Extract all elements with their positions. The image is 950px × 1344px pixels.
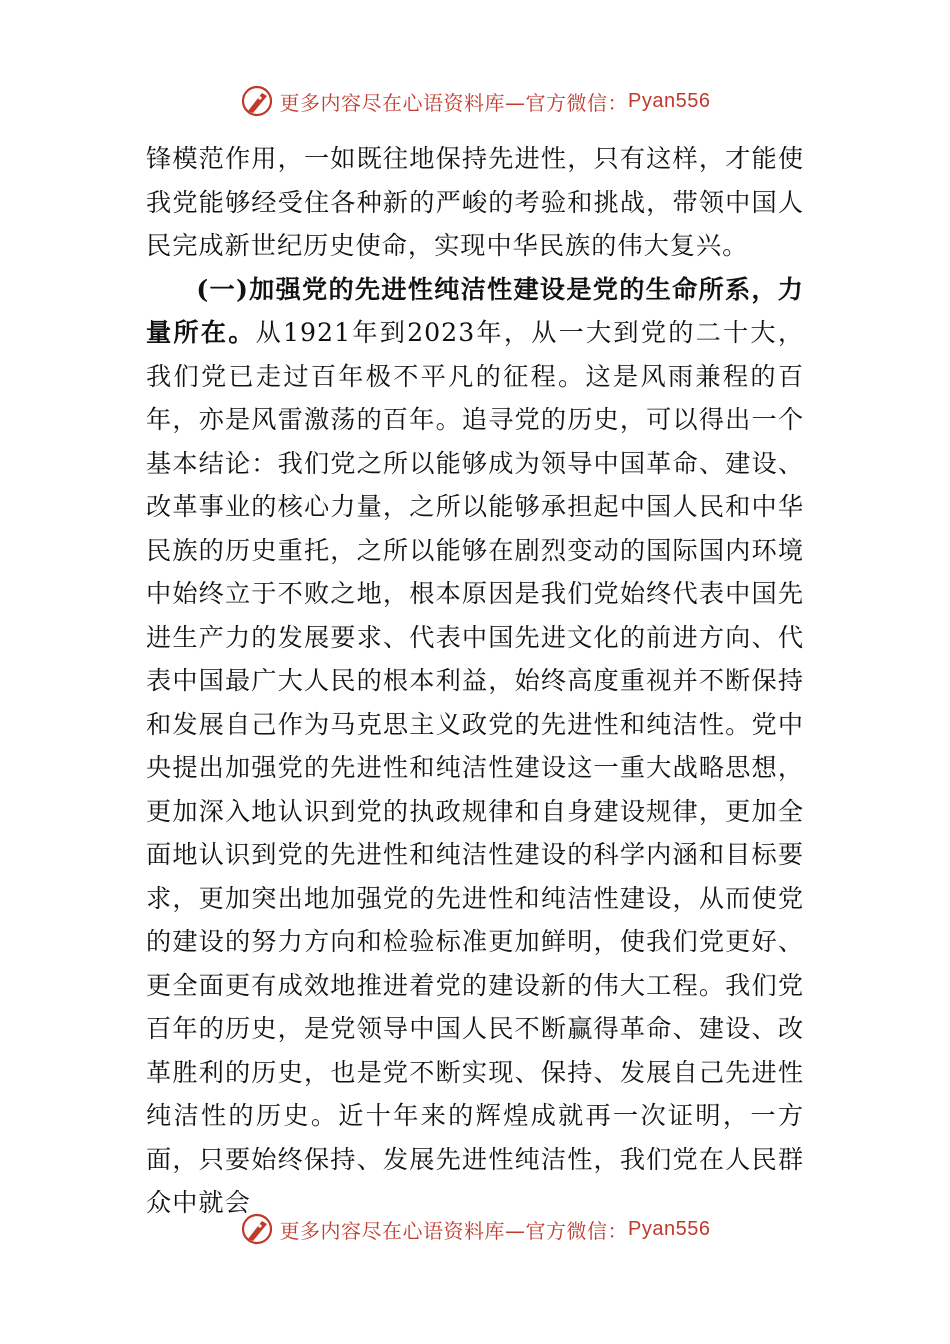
watermark-text: 更多内容尽在心语资料库—官方微信：	[279, 90, 629, 115]
watermark-wechat-id: Pyan556	[628, 89, 711, 112]
paragraph-1-text: 锋模范作用，一如既往地保持先进性，只有这样，才能使我党能够经受住各种新的严峻的考验和挑战，带领中国人民完成新世纪历史使命，实现中华民族的伟大复兴。	[146, 144, 804, 260]
watermark-banner-bottom	[0, 1212, 950, 1246]
paragraph-2-text: 从1921年到2023年，从一大到党的二十大，我们党已走过百年极不平凡的征程。这是风雨兼程的百年，亦是风雷激荡的百年。追寻党的历史，可以得出一个基本结论：我们党之所以能够成为领导中国革命、建设、改革事业的核心力量，之所以能够承担起中国人民和中华民族的历史重托，之所以能够在剧烈变动的国际国内环境中始终立于不败之地，根本原因是我们党始终代表中国先进生产力的发展要求、代表中国先进文化的前进方向、代表中国最广大人民的根本利益，始终高度重视并不断保持和发展自己作为马克思主义政党的先进性和纯洁性。党中央提出加强党的先进性和纯洁性建设这一重大战略思想，更加深入地认识到党的执政规律和自身建设规律，更加全面地认识到党的先进性和纯洁性建设的科学内涵和目标要求，更加突出地加强党的先进性和纯洁性建设，从而使党的建设的努力方向和检验标准更加鲜明，使我们党更好、更全面更有成效地推进着党的建设新的伟大工程。我们党百年的历史，是党领导中国人民不断赢得革命、建设、改革胜利的历史，也是党不断实现、保持、发展自己先进性纯洁性的历史。近十年来的辉煌成就再一次证明，一方面，只要始终保持、发展先进性纯洁性，我们党在人民群众中就会	[146, 318, 805, 1217]
section-heading: (一)加强党的先进性纯洁性建设是党的生命所系，力量所在。	[146, 273, 804, 347]
watermark-banner-top	[0, 84, 950, 118]
watermark-wechat-id: Pyan556	[628, 1217, 711, 1240]
paragraph-2	[146, 268, 804, 1225]
pen-nib-logo-icon	[240, 1212, 274, 1246]
paragraph-1	[146, 137, 804, 268]
watermark-text: 更多内容尽在心语资料库—官方微信：	[279, 1218, 629, 1243]
document-body	[146, 137, 804, 1225]
pen-nib-logo-icon	[240, 84, 274, 118]
